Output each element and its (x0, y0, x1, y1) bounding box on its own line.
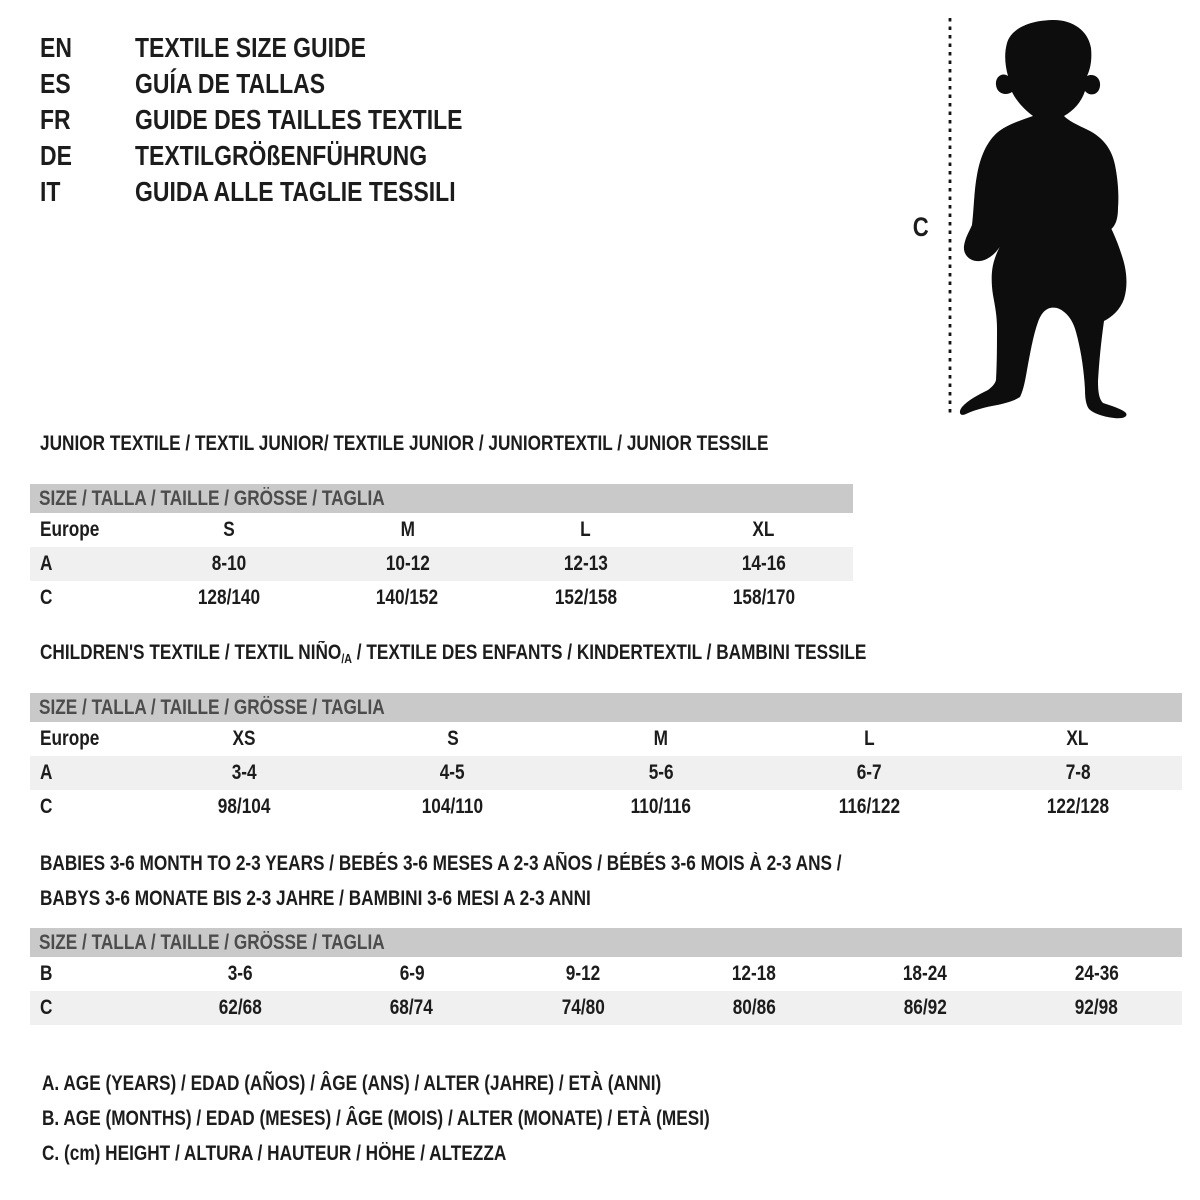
value-cell: 3-4 (231, 761, 257, 784)
row-label: Europe (40, 518, 100, 541)
row-label: Europe (40, 727, 100, 750)
value-cell: 8-10 (211, 552, 247, 575)
language-code: FR (40, 104, 71, 135)
table-row-months (30, 957, 1182, 991)
value-cell: 122/128 (1046, 795, 1109, 818)
language-row (40, 102, 534, 138)
table-row-europe (30, 513, 853, 547)
babies-size-table (30, 928, 1182, 1025)
guide-title: TEXTILE SIZE GUIDE (135, 32, 366, 63)
row-label: C (40, 586, 53, 609)
value-cell: 6-7 (856, 761, 882, 784)
value-cell: 80/86 (732, 996, 776, 1019)
size-cell: M (400, 518, 415, 541)
toddler-silhouette-icon (960, 20, 1127, 418)
value-cell: 116/122 (838, 795, 901, 818)
baby-figure (940, 10, 1150, 425)
value-cell: 152/158 (554, 586, 617, 609)
table-row-height (30, 581, 853, 615)
size-cell: M (653, 727, 669, 750)
children-section-title: CHILDREN'S TEXTILE / TEXTIL NIÑO/A / TEXTILE DES ENFANTS / KINDERTEXTIL / BAMBINI TESSILE (40, 641, 867, 666)
value-cell: 74/80 (561, 996, 605, 1019)
size-header-bar: SIZE / TALLA / TAILLE / GRÖSSE / TAGLIA (30, 484, 853, 513)
guide-title: GUIDE DES TAILLES TEXTILE (135, 104, 463, 135)
children-size-table (30, 693, 1182, 824)
value-cell: 128/140 (197, 586, 261, 609)
value-cell: 14-16 (741, 552, 786, 575)
table-row-europe (30, 722, 1182, 756)
value-cell: 62/68 (219, 996, 263, 1019)
row-label: A (40, 761, 53, 784)
row-label: A (40, 552, 53, 575)
language-row (40, 174, 534, 210)
table-row-height (30, 790, 1182, 824)
height-measure-label: C (913, 212, 929, 242)
value-cell: 24-36 (1074, 962, 1119, 985)
language-code: EN (40, 32, 72, 63)
size-cell: XL (752, 518, 775, 541)
guide-title: GUÍA DE TALLAS (135, 68, 326, 99)
legend-line-c: C. (cm) HEIGHT / ALTURA / HAUTEUR / HÖHE / ALTEZZA (42, 1141, 507, 1165)
guide-title: GUIDA ALLE TAGLIE TESSILI (135, 176, 456, 207)
row-label: C (40, 996, 53, 1019)
language-row (40, 138, 534, 174)
value-cell: 7-8 (1065, 761, 1091, 784)
row-label: C (40, 795, 53, 818)
value-cell: 5-6 (648, 761, 674, 784)
language-row (40, 30, 534, 66)
table-row-height (30, 991, 1182, 1025)
size-cell: L (864, 727, 875, 750)
babies-section-title: BABIES 3-6 MONTH TO 2-3 YEARS / BEBÉS 3-6 MESES A 2-3 AÑOS / BÉBÉS 3-6 MOIS À 2-3 ANS / BABYS 3-6 MONATE BIS 2-3 JAHRE / BAMBINI 3-6 MESI A 2-3 ANNI (40, 852, 842, 910)
size-cell: XS (232, 727, 256, 750)
value-cell: 12-13 (563, 552, 608, 575)
value-cell: 4-5 (440, 761, 466, 784)
value-cell: 158/170 (732, 586, 795, 609)
value-cell: 68/74 (390, 996, 434, 1019)
language-row (40, 66, 534, 102)
measurement-legend (42, 1066, 856, 1171)
value-cell: 110/116 (630, 795, 692, 818)
value-cell: 104/110 (421, 795, 484, 818)
value-cell: 3-6 (228, 962, 254, 985)
value-cell: 98/104 (217, 795, 271, 818)
size-header-bar: SIZE / TALLA / TAILLE / GRÖSSE / TAGLIA (30, 693, 1182, 722)
value-cell: 12-18 (732, 962, 777, 985)
legend-line-a: A. AGE (YEARS) / EDAD (AÑOS) / ÂGE (ANS) / ALTER (JAHRE) / ETÀ (ANNI) (42, 1071, 662, 1095)
value-cell: 18-24 (903, 962, 948, 985)
size-cell: S (223, 518, 235, 541)
table-row-age (30, 756, 1182, 790)
value-cell: 140/152 (376, 586, 439, 609)
subscript-a: /A (341, 651, 352, 666)
junior-section-title: JUNIOR TEXTILE / TEXTIL JUNIOR/ TEXTILE JUNIOR / JUNIORTEXTIL / JUNIOR TESSILE (40, 432, 769, 455)
language-code: DE (40, 140, 72, 171)
guide-title: TEXTILGRÖßENFÜHRUNG (135, 140, 428, 171)
language-code: ES (40, 68, 71, 99)
row-label: B (40, 962, 53, 985)
table-row-age (30, 547, 853, 581)
size-cell: L (580, 518, 591, 541)
size-cell: S (446, 727, 459, 750)
language-title-list (40, 30, 534, 210)
size-cell: XL (1066, 727, 1089, 750)
junior-size-table (30, 484, 853, 615)
size-header-bar: SIZE / TALLA / TAILLE / GRÖSSE / TAGLIA (30, 928, 1182, 957)
value-cell: 9-12 (565, 962, 601, 985)
legend-line-b: B. AGE (MONTHS) / EDAD (MESES) / ÂGE (MOIS) / ALTER (MONATE) / ETÀ (MESI) (42, 1106, 710, 1130)
value-cell: 10-12 (385, 552, 430, 575)
language-code: IT (40, 176, 61, 207)
value-cell: 6-9 (399, 962, 425, 985)
value-cell: 86/92 (903, 996, 947, 1019)
value-cell: 92/98 (1074, 996, 1118, 1019)
